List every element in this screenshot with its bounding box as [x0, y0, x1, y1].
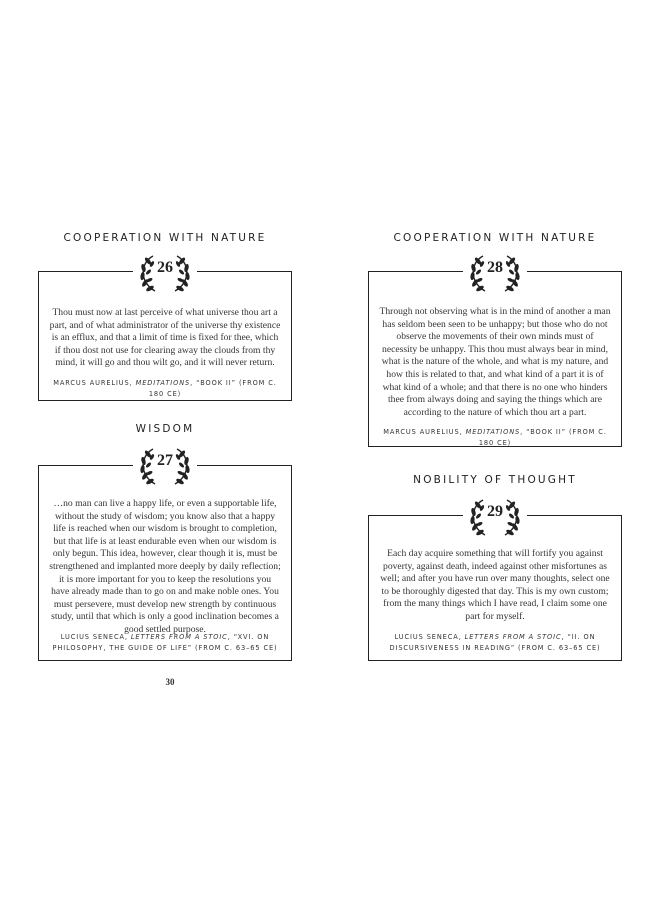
card-27-number: 27 [157, 452, 173, 469]
card-28 [368, 271, 622, 447]
card-29-badge [463, 494, 527, 540]
cite-rest: , “XVI. ON PHILOSOPHY, THE GUIDE OF LIFE” (FROM C. 63–65 CE) [52, 633, 278, 652]
cite-author: MARCUS AURELIUS, [53, 379, 136, 387]
cite-rest: , “BOOK II” (FROM C. 180 CE) [478, 428, 607, 447]
card-26-quote: Thou must now at last perceive of what universe thou art a part, and of what administrator of the universe thy existence is an efflux, and that a limit of time is fixed for thee, which if thou dost not use for clearing away the clouds from thy mind, it will go and thou wilt go, and it will never return. [49, 307, 281, 369]
cite-rest: , “II. ON DISCURSIVENESS IN READING” (FROM C. 63–65 CE) [389, 633, 601, 652]
card-26-number: 26 [157, 259, 173, 276]
card-28-number: 28 [487, 259, 503, 276]
card-29-heading: NOBILITY OF THOUGHT [413, 474, 577, 486]
card-27-quote: …no man can live a happy life, or even a supportable life, without the study of wisdom; you know also that a happy life is reached when our wisdom is brought to completion, but that life is at least endurable even when our wisdom is only begun. This idea, however, clear though it is, must be strengthened and implanted more deeply by daily reflection; it is more important for you to keep the resolutions you have already made than to go on and make noble ones. You must persevere, must develop new strength by continuous study, until that which is only a good inclination becomes a good settled purpose. [49, 498, 281, 635]
card-28-quote: Through not observing what is in the mind of another a man has seldom been seen to be unhappy; but those who do not observe the movements of their own minds must of necessity be unhappy. This thou must always bear in mind, what is the nature of the whole, and what is my nature, and how this is related to that, and what kind of a part it is of what kind of a whole; and that there is no one who hinders thee from always doing and saying the things which are according to the nature of which thou art a part. [379, 306, 611, 418]
card-29-citation [375, 632, 615, 653]
card-27-citation [45, 632, 285, 653]
card-27-heading: WISDOM [135, 423, 195, 435]
card-26-badge [133, 250, 197, 296]
cite-author: LUCIUS SENECA, [394, 633, 465, 641]
card-26-heading: COOPERATION WITH NATURE [63, 232, 267, 244]
cite-rest: , “BOOK II” (FROM C. 180 CE) [148, 379, 277, 398]
cite-author: LUCIUS SENECA, [60, 633, 131, 641]
cite-work: MEDITATIONS [135, 379, 191, 387]
card-27 [38, 465, 292, 661]
card-29-quote: Each day acquire something that will fortify you against poverty, against death, indeed against other misfortunes as well; and after you have run over many thoughts, select one to be thoroughly digested that day. This is my own custom; from the many things which I have read, I claim some one part for myself. [380, 548, 610, 622]
card-28-heading: COOPERATION WITH NATURE [393, 232, 597, 244]
page-number: 30 [165, 677, 175, 687]
cite-work: LETTERS FROM A STOIC [130, 633, 228, 641]
card-26-citation [45, 378, 285, 399]
cite-work: LETTERS FROM A STOIC [464, 633, 562, 641]
cite-author: MARCUS AURELIUS, [383, 428, 466, 436]
card-28-citation [375, 427, 615, 448]
card-27-badge [133, 443, 197, 489]
card-28-badge [463, 250, 527, 296]
cite-work: MEDITATIONS [465, 428, 521, 436]
card-29-number: 29 [487, 503, 503, 520]
